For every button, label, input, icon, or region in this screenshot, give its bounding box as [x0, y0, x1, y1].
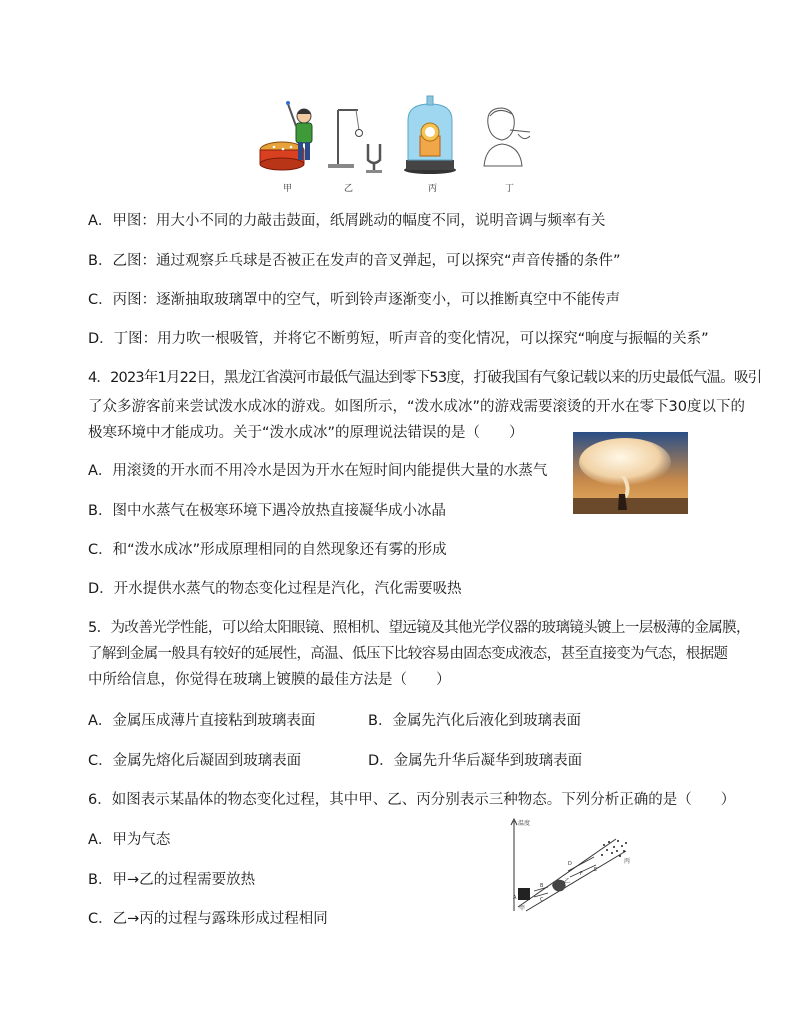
q6-option-b: B．甲→乙的过程需要放热 — [88, 872, 256, 888]
q4-stem-line3: 极寒环境中才能成功。关于“泼水成冰”的原理说法错误的是（ ） — [88, 425, 524, 441]
straw-figure — [484, 108, 530, 166]
q5-option-a: A．金属压成薄片直接粘到玻璃表面 — [88, 713, 316, 729]
axis-label-temperature: 温度 — [518, 820, 531, 827]
q4-stem-line2: 了众多游客前来尝试泼水成冰的游戏。如图所示，“泼水成冰”的游戏需要滚烫的开水在零下30度以下的 — [88, 399, 745, 415]
q4-option-d: D．开水提供水蒸气的物态变化过程是汽化，汽化需要吸热 — [88, 581, 462, 597]
q3-option-d: D．丁图：用力吹一根吸管，并将它不断剪短，听声音的变化情况，可以探究“响度与振幅的关系” — [88, 331, 709, 347]
sound-experiments-figure — [258, 94, 548, 192]
q4-stem-line1: 4．2023年1月22日，黑龙江省漠河市最低气温达到零下53度，打破我国有气象记载以来的历史最低气温。吸引 — [88, 370, 762, 386]
phase-change-diagram — [504, 815, 654, 915]
state-label-bing: 丙 — [624, 858, 631, 865]
drum-figure — [260, 101, 312, 170]
point-c: C — [540, 897, 544, 903]
q3-option-a: A．甲图：用大小不同的力敲击鼓面，纸屑跳动的幅度不同，说明音调与频率有关 — [88, 213, 606, 229]
figure-label-yi: 乙 — [344, 184, 354, 194]
q6-option-c: C．乙→丙的过程与露珠形成过程相同 — [88, 911, 328, 927]
point-f: F — [580, 871, 583, 877]
q6-stem: 6．如图表示某晶体的物态变化过程，其中甲、乙、丙分别表示三种物态。下列分析正确的是（ ） — [88, 792, 736, 808]
q3-option-c: C．丙图：逐渐抽取玻璃罩中的空气，听到铃声逐渐变小，可以推断真空中不能传声 — [88, 292, 621, 308]
point-a: A — [513, 895, 517, 901]
q5-option-c: C．金属先熔化后凝固到玻璃表面 — [88, 753, 302, 769]
q5-stem-line3: 中所给信息，你觉得在玻璃上镀膜的最佳方法是（ ） — [88, 672, 451, 688]
point-b: B — [540, 883, 544, 889]
point-e: E — [594, 867, 598, 873]
q6-option-a: A．甲为气态 — [88, 832, 171, 848]
point-d: D — [568, 861, 572, 867]
q4-option-b: B．图中水蒸气在极寒环境下遇冷放热直接凝华成小冰晶 — [88, 503, 446, 519]
q4-option-a: A．用滚烫的开水而不用冷水是因为开水在短时间内能提供大量的水蒸气 — [88, 463, 548, 479]
bell-jar-figure — [404, 96, 456, 174]
q5-stem-line1: 5．为改善光学性能，可以给太阳眼镜、照相机、望远镜及其他光学仪器的玻璃镜头镀上一层极薄的金属膜， — [88, 620, 750, 636]
figure-label-ding: 丁 — [505, 184, 515, 194]
splash-ice-photo — [573, 432, 688, 514]
tuning-fork-figure — [328, 110, 382, 173]
figure-label-bing: 丙 — [428, 184, 438, 194]
figure-label-jia: 甲 — [283, 184, 293, 194]
state-label-jia: 甲 — [519, 905, 526, 912]
q4-option-c: C．和“泼水成冰”形成原理相同的自然现象还有雾的形成 — [88, 542, 447, 558]
q5-option-d: D．金属先升华后凝华到玻璃表面 — [368, 753, 583, 769]
q5-option-b: B．金属先汽化后液化到玻璃表面 — [368, 713, 581, 729]
q5-stem-line2: 了解到金属一般具有较好的延展性，高温、低压下比较容易由固态变成液态，甚至直接变为气态，根据题 — [88, 646, 728, 662]
state-label-yi: 乙 — [564, 878, 571, 885]
q3-option-b: B．乙图：通过观察乒乓球是否被正在发声的音叉弹起，可以探究“声音传播的条件” — [88, 253, 621, 269]
